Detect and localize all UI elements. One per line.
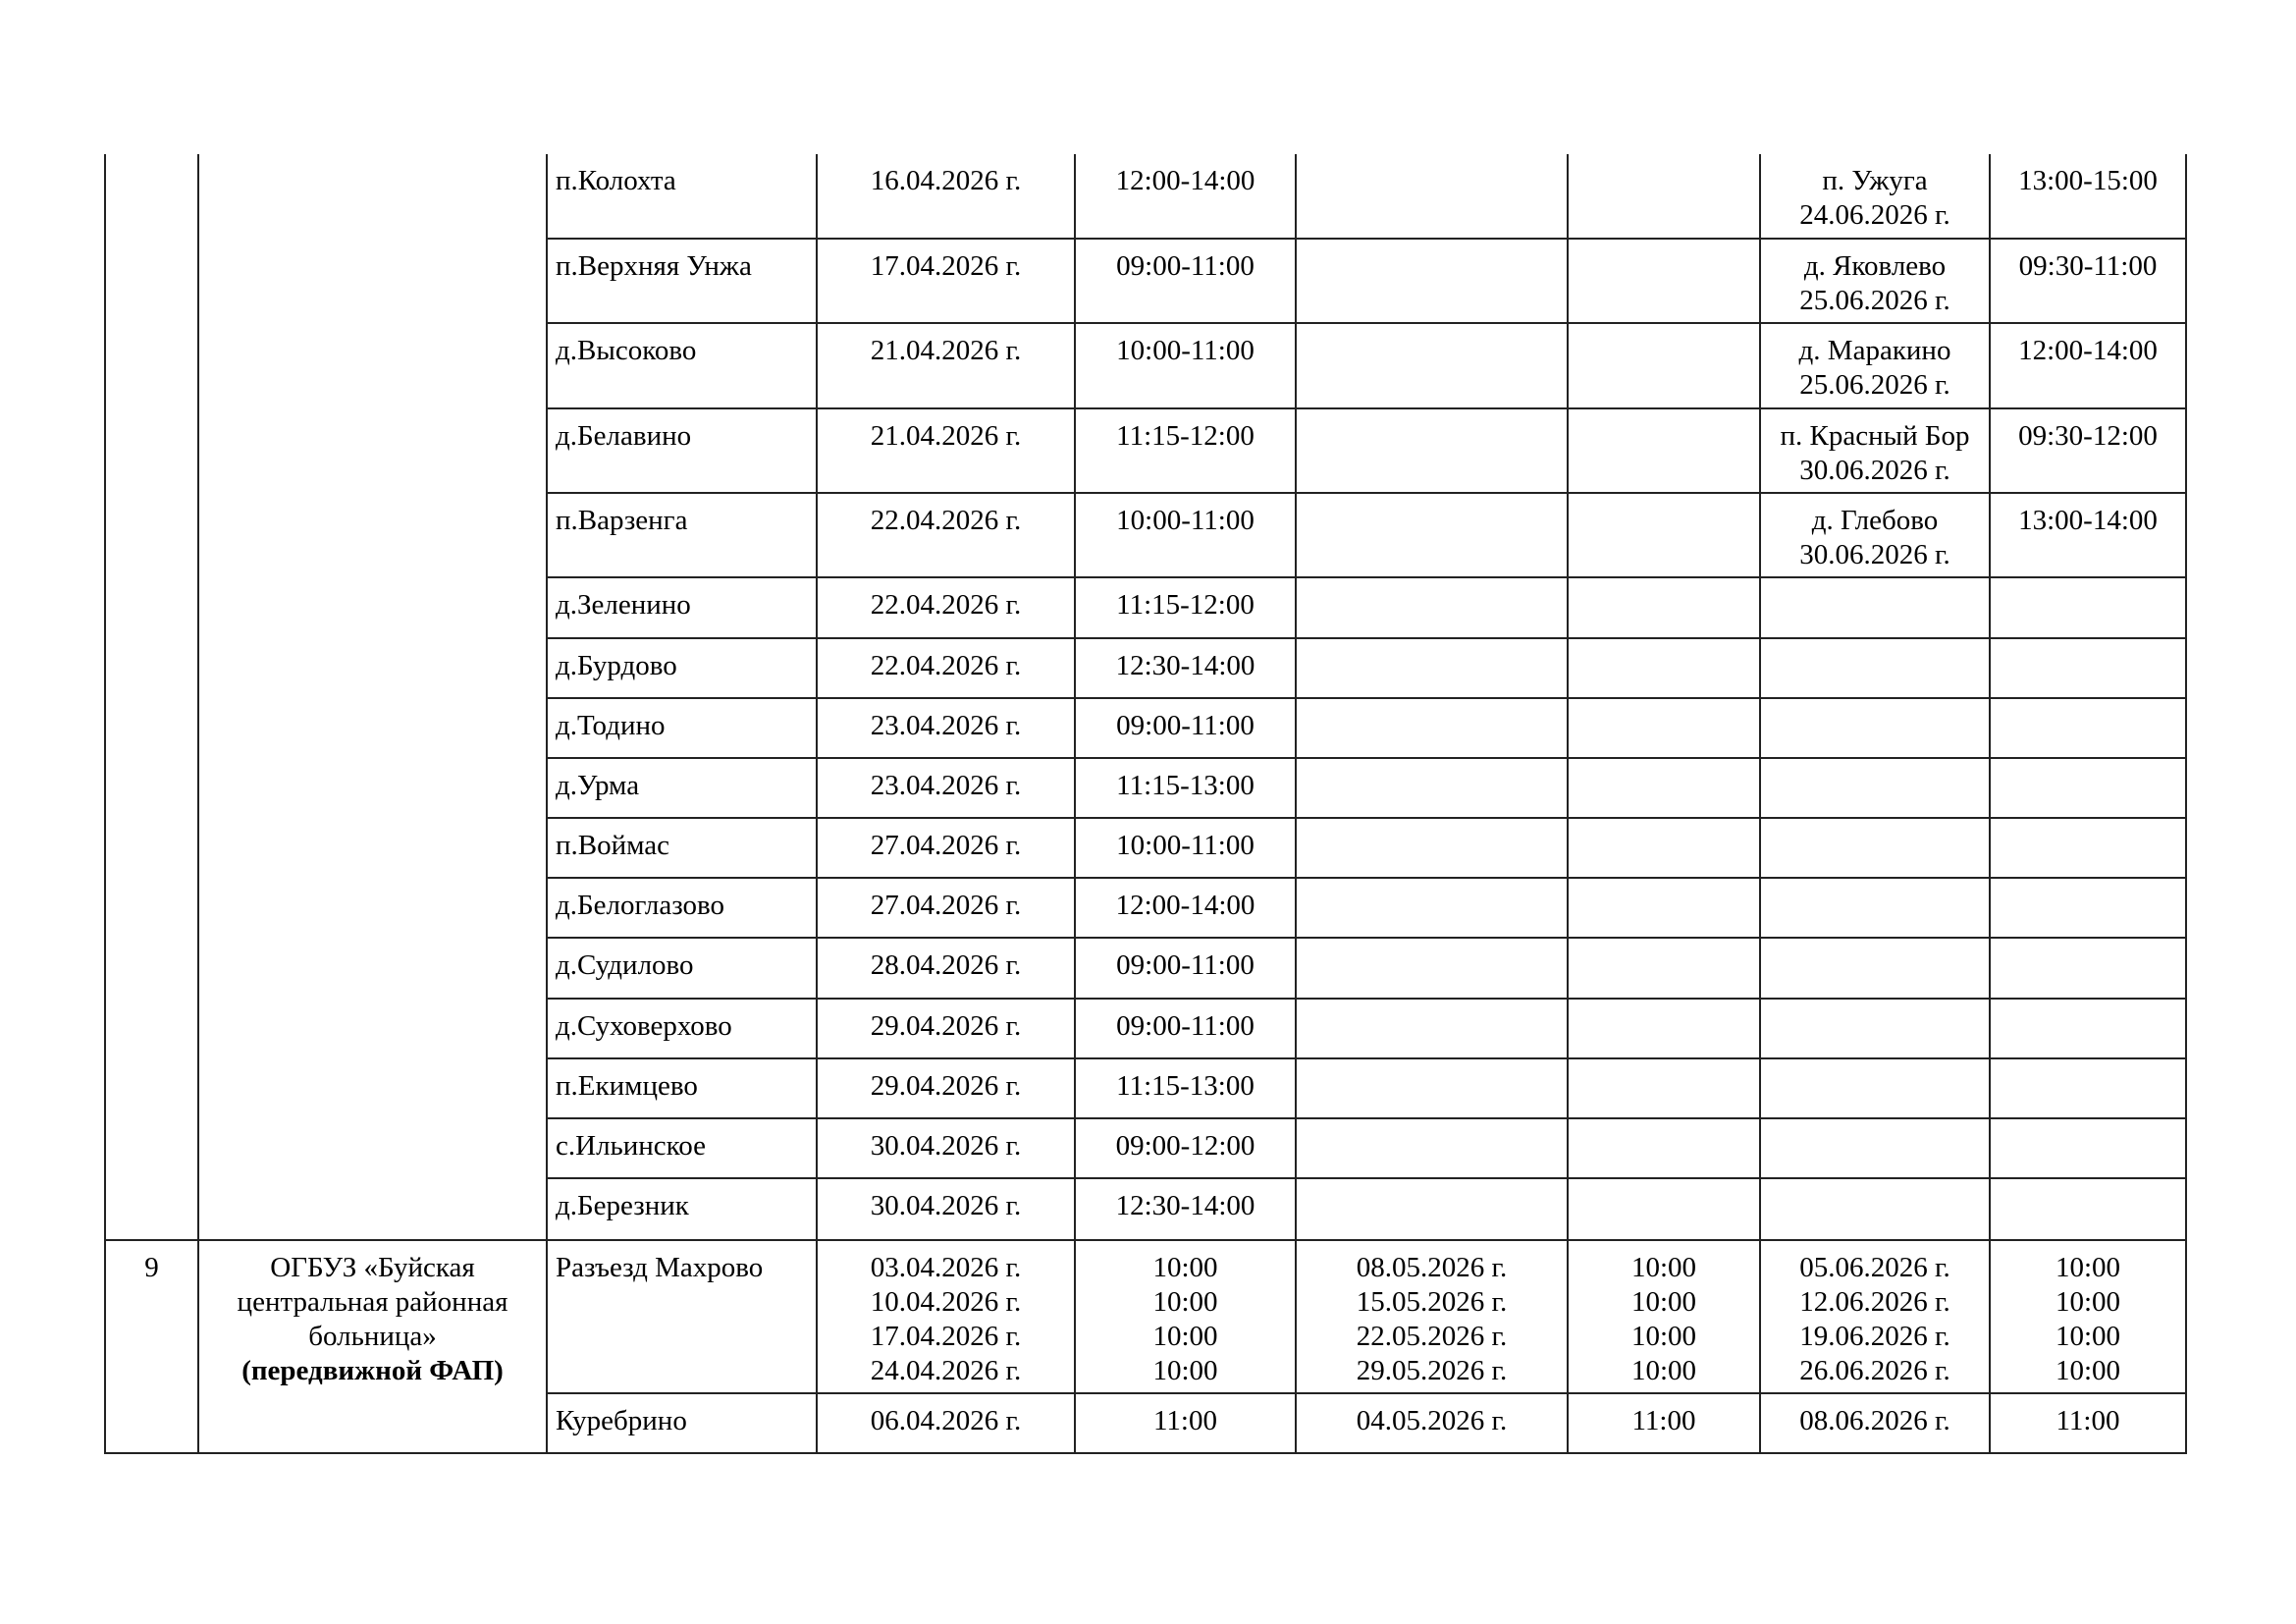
may-time-cell (1568, 154, 1760, 239)
april-date-value: 17.04.2026 г. (870, 1321, 1022, 1352)
june-date: 30.06.2026 г. (1799, 539, 1950, 570)
may-date-cell (1296, 154, 1568, 239)
may-date-cell (1296, 758, 1568, 818)
april-time-cell: 11:15-12:00 (1075, 577, 1296, 638)
place-cell: д.Зеленино (547, 577, 817, 638)
april-time-value: 10:00 (1152, 1321, 1218, 1352)
place-cell: п.Варзенга (547, 493, 817, 577)
may-time-value: 10:00 (1630, 1252, 1697, 1283)
april-time-cell: 11:15-13:00 (1075, 758, 1296, 818)
june-time-cell: 13:00-15:00 (1990, 154, 2186, 239)
april-time-cell: 09:00-11:00 (1075, 938, 1296, 999)
may-date-value: 29.05.2026 г. (1356, 1355, 1508, 1386)
june-time-value: 10:00 (2055, 1355, 2121, 1386)
number-cell (105, 154, 198, 1240)
may-time-cell (1568, 323, 1760, 408)
june-place-date-cell (1760, 239, 1990, 323)
june-date-cell (1760, 1240, 1990, 1393)
april-time-cell: 12:30-14:00 (1075, 638, 1296, 698)
april-time-value: 10:00 (1152, 1286, 1218, 1318)
april-date-value: 03.04.2026 г. (870, 1252, 1022, 1283)
place-cell: Куребрино (547, 1393, 817, 1453)
june-place-date-cell (1760, 698, 1990, 758)
june-date: 25.06.2026 г. (1799, 285, 1950, 316)
april-date-cell: 27.04.2026 г. (817, 878, 1075, 938)
june-place-date-cell (1760, 493, 1990, 577)
may-time-cell (1568, 1118, 1760, 1178)
june-time-cell (1990, 577, 2186, 638)
june-place-date-cell (1760, 999, 1990, 1058)
april-date-value: 24.04.2026 г. (870, 1355, 1022, 1386)
may-date-cell (1296, 1393, 1568, 1453)
may-time-value: 11:00 (1631, 1405, 1696, 1436)
organization-cell (198, 154, 547, 1240)
april-date-cell: 22.04.2026 г. (817, 638, 1075, 698)
april-date-cell: 22.04.2026 г. (817, 577, 1075, 638)
june-place-date-cell (1760, 1118, 1990, 1178)
april-time-value: 11:00 (1153, 1405, 1217, 1436)
june-place: д. Глебово (1811, 505, 1939, 536)
june-date-value: 26.06.2026 г. (1799, 1355, 1950, 1386)
june-time-cell (1990, 878, 2186, 938)
april-time-value: 10:00 (1152, 1252, 1218, 1283)
place-cell: д.Тодино (547, 698, 817, 758)
may-date-cell (1296, 323, 1568, 408)
may-date-value: 04.05.2026 г. (1356, 1405, 1508, 1436)
april-time-cell (1075, 1393, 1296, 1453)
june-date-cell (1760, 1393, 1990, 1453)
april-date-cell: 27.04.2026 г. (817, 818, 1075, 878)
place-cell: д.Судилово (547, 938, 817, 999)
may-time-cell (1568, 1393, 1760, 1453)
place-cell: п.Воймас (547, 818, 817, 878)
june-date: 25.06.2026 г. (1799, 369, 1950, 401)
april-time-cell: 09:00-11:00 (1075, 999, 1296, 1058)
place-cell: д.Урма (547, 758, 817, 818)
june-place-date-cell (1760, 1058, 1990, 1118)
june-time-cell: 13:00-14:00 (1990, 493, 2186, 577)
table-row (105, 1240, 2186, 1393)
april-date-cell: 30.04.2026 г. (817, 1118, 1075, 1178)
place-cell: п.Колохта (547, 154, 817, 239)
april-date-cell: 30.04.2026 г. (817, 1178, 1075, 1240)
may-date-value: 22.05.2026 г. (1356, 1321, 1508, 1352)
june-time-cell (1990, 638, 2186, 698)
april-date-cell: 23.04.2026 г. (817, 698, 1075, 758)
june-time-cell (1990, 818, 2186, 878)
june-place-date-cell (1760, 154, 1990, 239)
april-date-cell: 21.04.2026 г. (817, 323, 1075, 408)
april-date-cell (817, 1240, 1075, 1393)
april-date-value: 06.04.2026 г. (870, 1405, 1022, 1436)
june-place: п. Ужуга (1822, 165, 1928, 196)
may-date-cell (1296, 638, 1568, 698)
june-time-cell (1990, 698, 2186, 758)
may-time-cell (1568, 1178, 1760, 1240)
may-time-cell (1568, 938, 1760, 999)
place-cell: д.Белавино (547, 408, 817, 493)
organization-cell (198, 1240, 547, 1453)
may-date-cell (1296, 938, 1568, 999)
june-place-date-cell (1760, 1178, 1990, 1240)
april-time-cell (1075, 1240, 1296, 1393)
june-time-cell (1990, 1058, 2186, 1118)
april-date-cell: 17.04.2026 г. (817, 239, 1075, 323)
april-time-cell: 09:00-12:00 (1075, 1118, 1296, 1178)
place-cell: д.Березник (547, 1178, 817, 1240)
june-time-value: 11:00 (2056, 1405, 2120, 1436)
may-date-cell (1296, 878, 1568, 938)
place-cell: д.Высоково (547, 323, 817, 408)
june-time-cell (1990, 1178, 2186, 1240)
april-time-cell: 09:00-11:00 (1075, 239, 1296, 323)
april-time-cell: 12:30-14:00 (1075, 1178, 1296, 1240)
june-time-value: 10:00 (2055, 1321, 2121, 1352)
may-time-cell (1568, 408, 1760, 493)
june-place-date-cell (1760, 758, 1990, 818)
june-time-cell: 09:30-12:00 (1990, 408, 2186, 493)
june-time-cell: 09:30-11:00 (1990, 239, 2186, 323)
june-date: 24.06.2026 г. (1799, 199, 1950, 231)
april-time-cell: 12:00-14:00 (1075, 878, 1296, 938)
may-date-cell (1296, 1118, 1568, 1178)
june-place-date-cell (1760, 878, 1990, 938)
june-place: д. Маракино (1798, 335, 1951, 366)
may-time-cell (1568, 1058, 1760, 1118)
june-place-date-cell (1760, 577, 1990, 638)
org-name-line: центральная районная (237, 1286, 508, 1318)
june-place: п. Красный Бор (1780, 420, 1970, 452)
may-date-cell (1296, 698, 1568, 758)
schedule-table (104, 154, 2187, 1454)
april-date-cell: 21.04.2026 г. (817, 408, 1075, 493)
place-cell: п.Екимцево (547, 1058, 817, 1118)
may-time-cell (1568, 999, 1760, 1058)
june-time-value: 10:00 (2055, 1286, 2121, 1318)
june-time-cell: 12:00-14:00 (1990, 323, 2186, 408)
may-time-cell (1568, 493, 1760, 577)
june-place: д. Яковлево (1803, 250, 1947, 282)
april-time-cell: 11:15-12:00 (1075, 408, 1296, 493)
may-date-value: 15.05.2026 г. (1356, 1286, 1508, 1318)
april-date-cell: 29.04.2026 г. (817, 1058, 1075, 1118)
april-time-cell: 12:00-14:00 (1075, 154, 1296, 239)
may-time-value: 10:00 (1630, 1321, 1697, 1352)
june-place-date-cell (1760, 938, 1990, 999)
may-time-cell (1568, 758, 1760, 818)
may-date-cell (1296, 577, 1568, 638)
april-date-cell: 16.04.2026 г. (817, 154, 1075, 239)
april-time-cell: 09:00-11:00 (1075, 698, 1296, 758)
april-date-cell: 29.04.2026 г. (817, 999, 1075, 1058)
org-name-line: ОГБУЗ «Буйская (270, 1252, 475, 1283)
june-date-value: 05.06.2026 г. (1799, 1252, 1950, 1283)
place-cell: Разъезд Махрово (547, 1240, 817, 1393)
june-time-cell (1990, 1118, 2186, 1178)
april-time-cell: 10:00-11:00 (1075, 818, 1296, 878)
may-time-cell (1568, 638, 1760, 698)
june-place-date-cell (1760, 323, 1990, 408)
may-time-cell (1568, 239, 1760, 323)
june-time-cell (1990, 758, 2186, 818)
table-row (105, 154, 2186, 239)
june-date: 30.06.2026 г. (1799, 455, 1950, 486)
june-place-date-cell (1760, 818, 1990, 878)
may-time-cell (1568, 878, 1760, 938)
june-date-value: 19.06.2026 г. (1799, 1321, 1950, 1352)
may-date-cell (1296, 408, 1568, 493)
june-time-cell (1990, 1393, 2186, 1453)
place-cell: с.Ильинское (547, 1118, 817, 1178)
may-time-value: 10:00 (1630, 1286, 1697, 1318)
april-time-value: 10:00 (1152, 1355, 1218, 1386)
may-date-cell (1296, 1178, 1568, 1240)
june-date-value: 08.06.2026 г. (1799, 1405, 1950, 1436)
april-date-cell (817, 1393, 1075, 1453)
may-date-cell (1296, 239, 1568, 323)
may-time-cell (1568, 1240, 1760, 1393)
may-date-cell (1296, 1058, 1568, 1118)
org-name-line: больница» (308, 1321, 437, 1352)
may-date-cell (1296, 493, 1568, 577)
may-date-value: 08.05.2026 г. (1356, 1252, 1508, 1283)
june-place-date-cell (1760, 408, 1990, 493)
may-time-cell (1568, 577, 1760, 638)
place-cell: д.Бурдово (547, 638, 817, 698)
april-time-cell: 10:00-11:00 (1075, 323, 1296, 408)
june-place-date-cell (1760, 638, 1990, 698)
june-time-cell (1990, 999, 2186, 1058)
number-cell: 9 (105, 1240, 198, 1453)
may-time-cell (1568, 818, 1760, 878)
may-time-value: 10:00 (1630, 1355, 1697, 1386)
june-date-value: 12.06.2026 г. (1799, 1286, 1950, 1318)
april-time-cell: 10:00-11:00 (1075, 493, 1296, 577)
june-time-cell (1990, 1240, 2186, 1393)
may-date-cell (1296, 1240, 1568, 1393)
april-date-cell: 23.04.2026 г. (817, 758, 1075, 818)
may-time-cell (1568, 698, 1760, 758)
may-date-cell (1296, 999, 1568, 1058)
april-date-value: 10.04.2026 г. (870, 1286, 1022, 1318)
place-cell: д.Белоглазово (547, 878, 817, 938)
april-time-cell: 11:15-13:00 (1075, 1058, 1296, 1118)
june-time-cell (1990, 938, 2186, 999)
org-type-label: (передвижной ФАП) (241, 1355, 504, 1386)
place-cell: д.Суховерхово (547, 999, 817, 1058)
april-date-cell: 22.04.2026 г. (817, 493, 1075, 577)
june-time-value: 10:00 (2055, 1252, 2121, 1283)
place-cell: п.Верхняя Унжа (547, 239, 817, 323)
april-date-cell: 28.04.2026 г. (817, 938, 1075, 999)
may-date-cell (1296, 818, 1568, 878)
